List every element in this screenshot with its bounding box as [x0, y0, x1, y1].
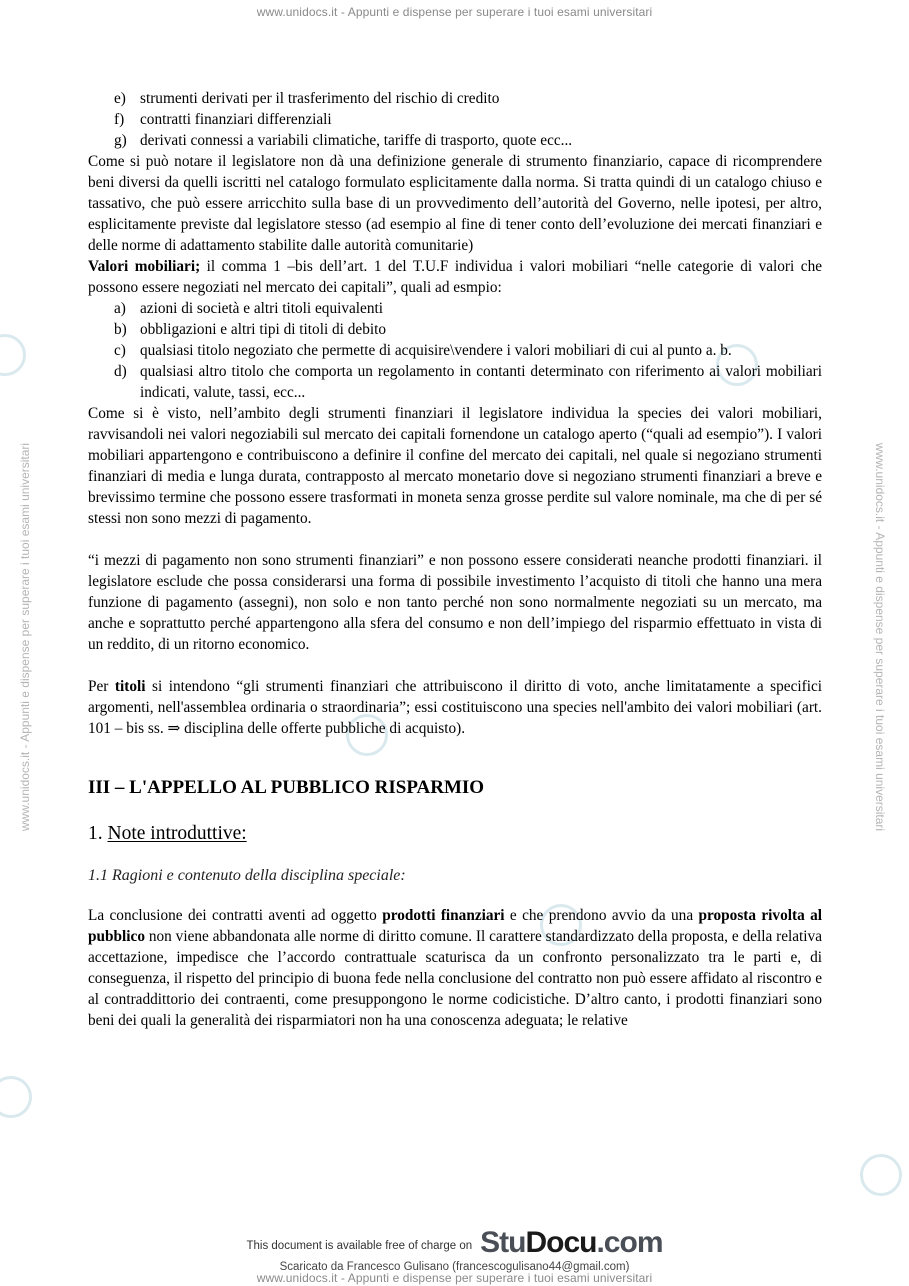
watermark-logo-icon: [0, 1076, 32, 1118]
studocu-footer: [0, 1226, 909, 1260]
availability-note: This document is available free of charge on: [246, 1240, 473, 1252]
list-item: f) contratti finanziari differenziali: [114, 111, 332, 128]
list-valori-mobiliari: [88, 298, 822, 403]
watermark-top: www.unidocs.it - Appunti e dispense per superare i tuoi esami universitari: [256, 5, 653, 19]
paragraph: Come si può notare il legislatore non dà una definizione generale di strumento finanziario, capace di ricomprendere beni diversi da quelli iscritti nel catalogo formulato esplicitamente dalla norma. Si tratta quindi di un catalogo chiuso e tassativo, che può essere arricchito sulla base di un provvedimento dell’autorità del Governo, nelle ipotesi, per altro, esplicitamente previste dal legislatore stesso (ad esempio al fine di tener conto dell’evoluzione dei mercati finanziari e delle norme di adattamento stabilite dalle autorità comunitarie): [88, 153, 822, 254]
list-item: b) obbligazioni e altri tipi di titoli di debito: [114, 321, 386, 338]
list-item: e) strumenti derivati per il trasferimento del rischio di credito: [114, 90, 500, 107]
list-item: c) qualsiasi titolo negoziato che permette di acquisire\vendere i valori mobiliari di cui al punto a. b.: [114, 342, 732, 359]
downloaded-by: Scaricato da Francesco Gulisano (francescogulisano44@gmail.com): [279, 1261, 630, 1273]
watermark-bottom: www.unidocs.it - Appunti e dispense per superare i tuoi esami universitari: [256, 1271, 653, 1285]
document-body: [88, 88, 822, 1031]
paragraph: Valori mobiliari; il comma 1 –bis dell’art. 1 del T.U.F individua i valori mobiliari “nelle categorie di valori che possono essere negoziati nel mercato dei capitali”, quali ad esmpio:: [88, 258, 823, 296]
paragraph: La conclusione dei contratti aventi ad oggetto prodotti finanziari e che prendono avvio da una proposta rivolta al pubblico non viene abbandonata alle norme di diritto comune. Il carattere standardizzato della proposta, e della relativa accettazione, impedisce che l’accordo contrattuale scaturisca da un confronto personalizzato tra le parti e, di conseguenza, il rispetto del principio di buona fede nella conclusione del contratto non può essere affidato al riscontro e al contraddittorio dei contraenti, come presuppongono le norme codicistiche. D’altro canto, i prodotti finanziari sono beni dei quali la generalità dei risparmiatori non ha una conoscenza adeguata; le relative: [88, 907, 822, 1029]
watermark-left: www.unidocs.it - Appunti e dispense per superare i tuoi esami universitari: [18, 442, 32, 832]
studocu-logo[interactable]: StuDocu.com: [480, 1226, 663, 1259]
bold-term: Valori mobiliari;: [88, 258, 201, 275]
list-item: a) azioni di società e altri titoli equivalenti: [114, 300, 383, 317]
watermark-right: www.unidocs.it - Appunti e dispense per superare i tuoi esami universitari: [873, 442, 887, 832]
chapter-heading: III – L'APPELLO AL PUBBLICO RISPARMIO: [88, 777, 485, 798]
paragraph: Per titoli si intendono “gli strumenti finanziari che attribuiscono il diritto di voto, anche limitatamente a specifici argomenti, nell'assemblea ordinaria o straordinaria”; essi costituiscono una species nell'ambito dei valori mobiliari (art. 101 – bis ss. ⇒ disciplina delle offerte pubbliche di acquisto).: [88, 678, 822, 737]
list-item: g) derivati connessi a variabili climatiche, tariffe di trasporto, quote ecc...: [114, 132, 573, 149]
list-item: d) qualsiasi altro titolo che comporta un regolamento in contanti determinato con riferimento ai valori mobiliari indicati, valute, tassi, ecc...: [114, 363, 822, 401]
list-derivati: [88, 88, 822, 151]
watermark-logo-icon: [860, 1154, 902, 1196]
subsection-heading: 1.1 Ragioni e contenuto della disciplina speciale:: [88, 867, 406, 884]
paragraph: “i mezzi di pagamento non sono strumenti finanziari” e non possono essere considerati neanche prodotti finanziari. il legislatore esclude che possa considerarsi una forma di possibile investimento l’acquisto di titoli che hanno una mera funzione di pagamento (assegni), non solo e non tanto perché non sono normalmente negoziati su un mercato, ma anche e soprattutto perché appartengono alla sfera del consumo e non dell’impiego del risparmio effettuato in vista di un reddito, di un ritorno economico.: [88, 552, 822, 653]
section-heading: 1. Note introduttive:: [88, 823, 247, 844]
paragraph: Come si è visto, nell’ambito degli strumenti finanziari il legislatore individua la species dei valori mobiliari, ravvisandoli nei valori negoziabili sul mercato dei capitali fornendone un catalogo aperto (“quali ad esempio”). I valori mobiliari appartengono e contribuiscono a definire il confine del mercato dei capitali, nel quale si negoziano strumenti finanziari di media e lunga durata, contrapposto al mercato monetario dove si negoziano strumenti finanziari a breve e brevissimo termine che possono essere trasformati in moneta senza grosse perdite sul valore nominale, ma che di per sé stessi non sono mezzi di pagamento.: [88, 405, 822, 527]
bold-term: titoli: [114, 678, 146, 695]
